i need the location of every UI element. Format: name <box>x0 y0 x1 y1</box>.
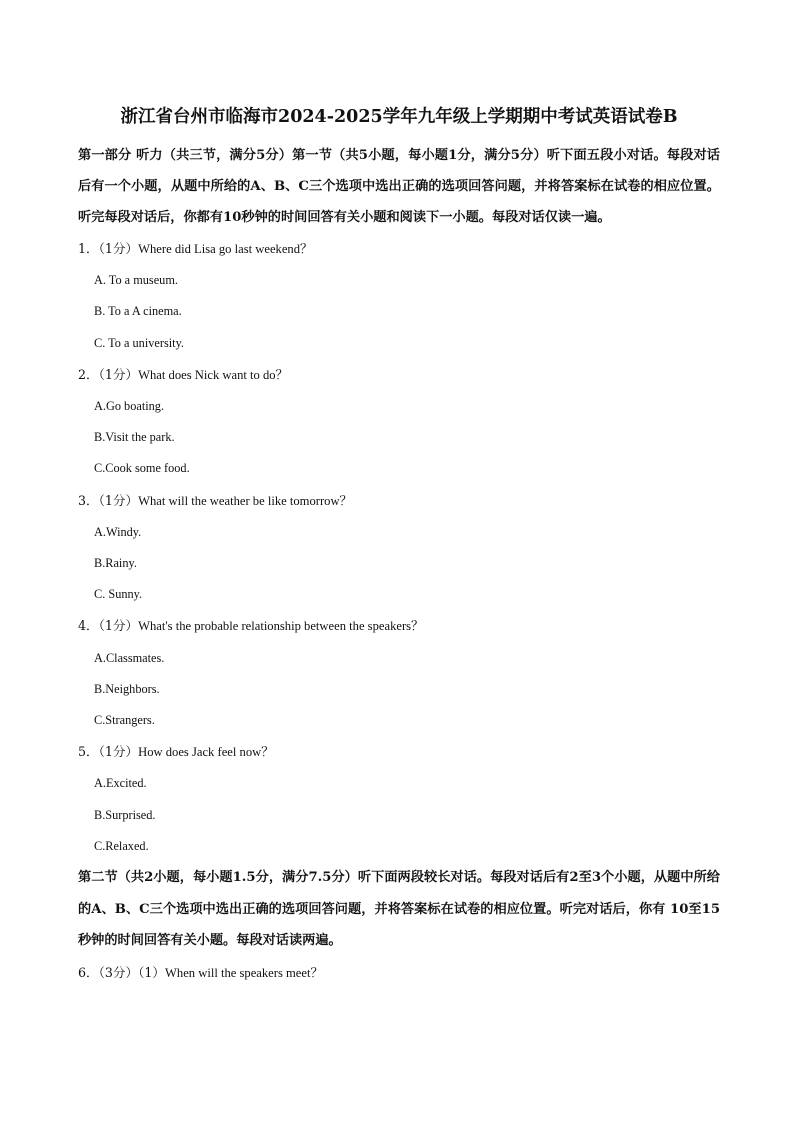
question-3 <box>78 485 720 611</box>
question-text: What will the weather be like tomorrow？ <box>138 493 353 508</box>
question-1 <box>78 233 720 359</box>
question-number: 4．（1分） <box>78 618 139 634</box>
question-5 <box>78 736 720 862</box>
option-c: C. To a university. <box>94 335 184 350</box>
question-text: Where did Lisa go last weekend？ <box>138 242 313 256</box>
question-text: When will the speakers meet？ <box>165 965 324 980</box>
question-4 <box>78 610 720 736</box>
option-b: B.Surprised. <box>94 807 156 822</box>
exam-page <box>78 104 720 989</box>
part1-instructions: 第一部分 听力（共三节，满分5分）第一节（共5小题，每小题1分，满分5分）听下面五段小对话。每段对话后有一个小题，从题中所给的A、B、C三个选项中选出正确的选项回答问题，并将答案标在试卷的相应位置。听完每段对话后，你都有10秒钟的时间回答有关小题和阅读下一小题。每段对话仅读一遍。 <box>78 148 720 225</box>
option-b: B.Neighbors. <box>94 681 160 696</box>
question-2 <box>78 359 720 485</box>
option-b: B.Rainy. <box>94 556 137 571</box>
option-c: C. Sunny. <box>94 587 143 602</box>
question-stem <box>78 485 720 517</box>
option-c: C.Strangers. <box>94 713 155 728</box>
question-number: 3．（1分） <box>78 492 139 508</box>
question-stem <box>78 610 720 642</box>
option-b: B.Visit the park. <box>94 430 175 445</box>
option-a: A.Excited. <box>94 776 147 791</box>
option-c: C.Cook some food. <box>94 461 190 476</box>
question-number: 2．（1分） <box>78 366 139 382</box>
option-b: B. To a A cinema. <box>94 304 182 319</box>
question-stem <box>78 359 720 391</box>
question-6-stem <box>78 957 720 989</box>
question-stem <box>78 233 720 265</box>
question-number: 6．（3分）（1） <box>78 964 166 980</box>
question-text: What does Nick want to do？ <box>138 367 289 382</box>
question-list <box>78 233 720 862</box>
question-number: 5．（1分） <box>78 744 139 760</box>
question-text: What's the probable relationship between the speakers？ <box>138 619 424 634</box>
option-a: A.Go boating. <box>94 399 165 414</box>
option-c: C.Relaxed. <box>94 838 149 853</box>
option-a: A.Classmates. <box>94 650 165 665</box>
option-a: A. To a museum. <box>94 273 178 288</box>
option-a: A.Windy. <box>94 524 142 539</box>
question-text: How does Jack feel now？ <box>138 745 274 760</box>
question-stem <box>78 736 720 768</box>
question-number: 1．（1分） <box>78 241 139 256</box>
exam-title: 浙江省台州市临海市2024-2025学年九年级上学期期中考试英语试卷B <box>120 107 678 127</box>
section2-instructions: 第二节（共2小题，每小题1.5分，满分7.5分）听下面两段较长对话。每段对话后有2至3个小题，从题中所给的A、B、C三个选项中选出正确的选项回答问题，并将答案标在试卷的相应位置。听完对话后，你有 10至15秒钟的时间回答有关小题。每段对话读两遍。 <box>78 870 720 949</box>
